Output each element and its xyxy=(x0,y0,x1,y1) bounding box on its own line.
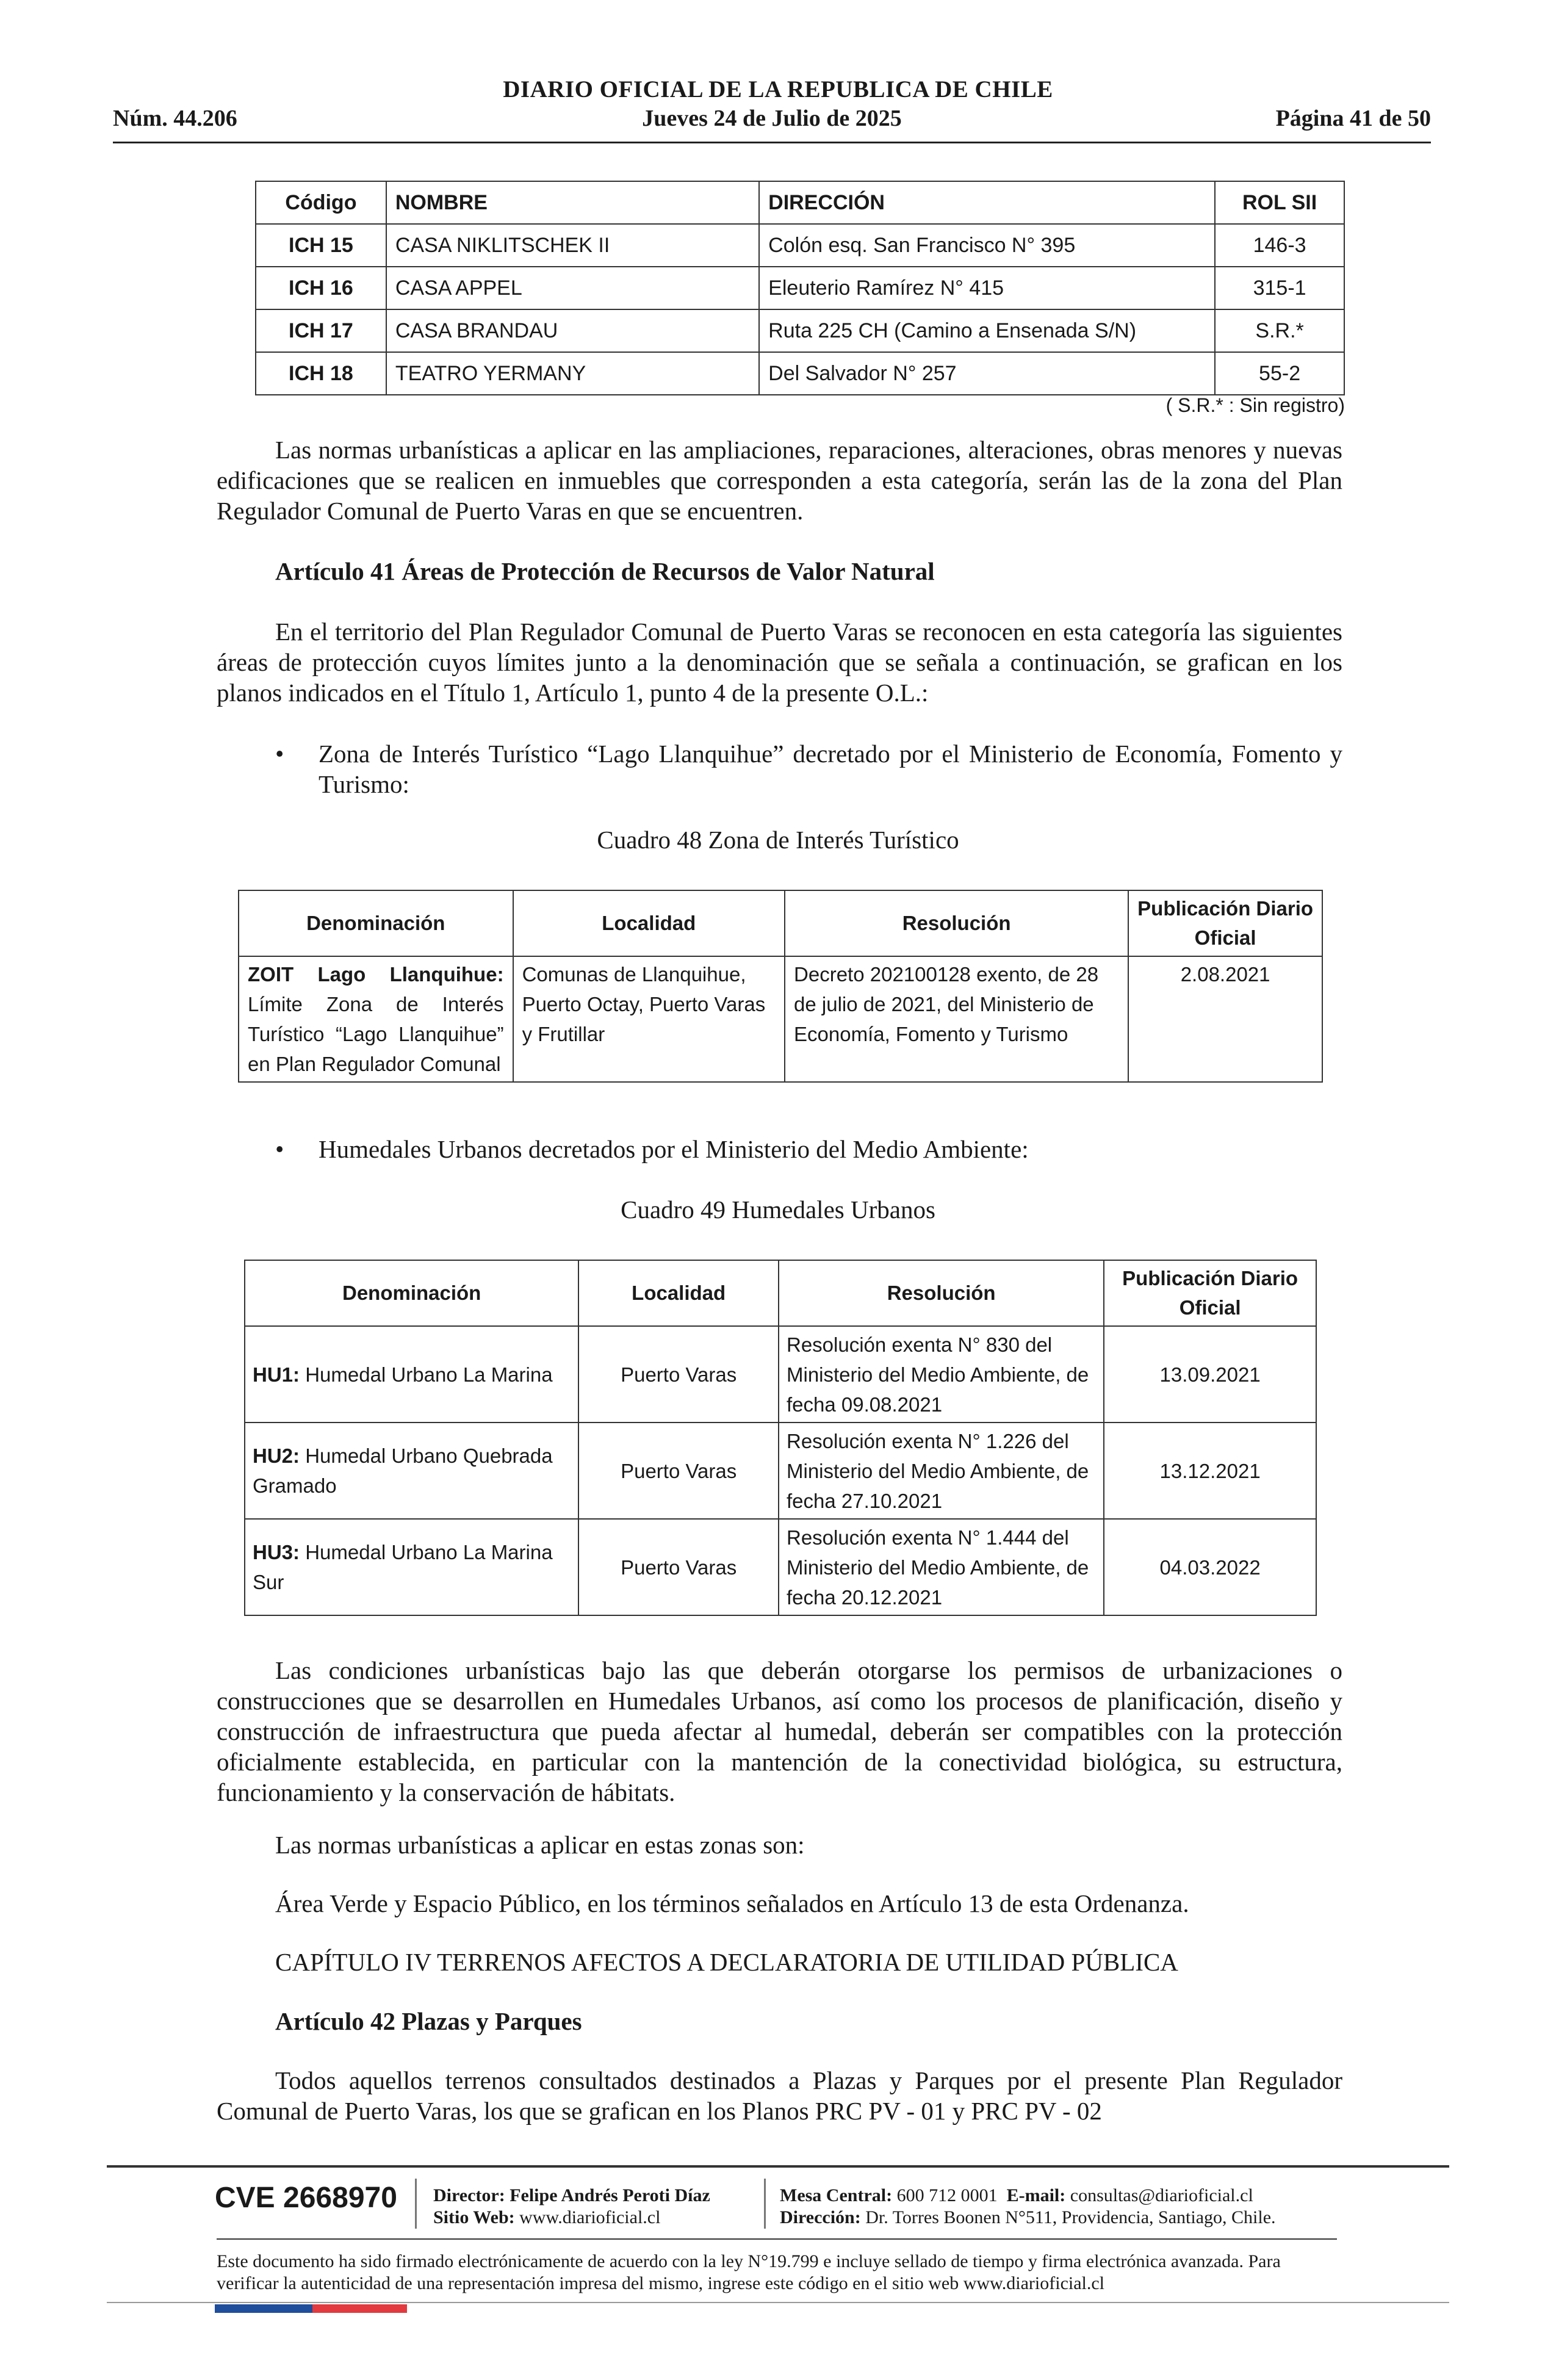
cell-nombre: CASA NIKLITSCHEK II xyxy=(386,224,759,267)
col-publicacion: Publicación Diario Oficial xyxy=(1128,890,1322,956)
wetland-code: HU1: xyxy=(253,1363,300,1386)
col-publicacion: Publicación Diario Oficial xyxy=(1104,1260,1316,1326)
cell-nombre: CASA APPEL xyxy=(386,267,759,309)
cell-codigo: ICH 16 xyxy=(256,267,386,309)
signature-note: Este documento ha sido firmado electrónicamente de acuerdo con la ley N°19.799 e incluye sellado de tiempo y firma electrónica avanzada. Para verificar la autenticidad de una representación impresa del mismo, ingrese este código en el sitio web www.diarioficial.cl xyxy=(217,2251,1281,2293)
col-resolucion: Resolución xyxy=(785,890,1128,956)
footer-divider xyxy=(107,2165,1449,2168)
bullet-2-text: Humedales Urbanos decretados por el Ministerio del Medio Ambiente: xyxy=(319,1135,1029,1163)
caption-cuadro-48: Cuadro 48 Zona de Interés Turístico xyxy=(597,826,959,854)
cell-publicacion: 13.12.2021 xyxy=(1104,1423,1316,1519)
address-label: Dirección: xyxy=(780,2207,861,2227)
cell-resolucion: Decreto 202100128 exento, de 28 de julio de 2021, del Ministerio de Economía, Fomento y Turismo xyxy=(785,956,1128,1082)
paragraph-6: Todos aquellos terrenos consultados destinados a Plazas y Parques por el presente Plan Regulador Comunal de Puerto Varas, los que se grafican en los Planos PRC PV - 01 y PRC PV - 02 xyxy=(217,2066,1342,2125)
cell-rol: 55-2 xyxy=(1215,352,1344,395)
cell-publicacion: 2.08.2021 xyxy=(1128,956,1322,1082)
cell-denominacion xyxy=(245,1423,578,1519)
paragraph-3: Las condiciones urbanísticas bajo las que deberán otorgarse los permisos de urbanizaciones o construcciones que se desarrollen en Humedales Urbanos, así como los procesos de planificación, diseño y construcción de infraestructura que pueda afectar al humedal, deberán ser compatibles con la protección oficialmente establecida, en particular con la mantención de la conectividad biológica, su estructura, funcionamiento y la conservación de hábitats. xyxy=(217,1656,1342,1806)
table-row xyxy=(256,309,1344,352)
col-localidad: Localidad xyxy=(578,1260,779,1326)
email-label: E-mail: xyxy=(1006,2185,1066,2205)
col-codigo: Código xyxy=(256,181,386,224)
table-row xyxy=(256,267,1344,309)
wetland-code: HU3: xyxy=(253,1541,300,1563)
cell-resolucion: Resolución exenta N° 1.226 del Ministerio del Medio Ambiente, de fecha 27.10.2021 xyxy=(779,1423,1104,1519)
paragraph-4: Las normas urbanísticas a aplicar en estas zonas son: xyxy=(275,1831,805,1859)
cell-nombre: TEATRO YERMANY xyxy=(386,352,759,395)
col-rol: ROL SII xyxy=(1215,181,1344,224)
cell-rol: 315-1 xyxy=(1215,267,1344,309)
cve-code: CVE 2668970 xyxy=(215,2182,397,2214)
table-row xyxy=(245,1519,1316,1615)
table-row xyxy=(239,956,1322,1082)
cell-nombre: CASA BRANDAU xyxy=(386,309,759,352)
col-denominacion: Denominación xyxy=(239,890,513,956)
cell-denominacion xyxy=(239,956,513,1082)
header-divider xyxy=(113,142,1431,143)
paragraph-1: Las normas urbanísticas a aplicar en las ampliaciones, reparaciones, alteraciones, obras menores y nuevas edificaciones que se realicen en inmuebles que corresponden a esta categoría, serán las de la zona del Plan Regulador Comunal de Puerto Varas en que se encuentren. xyxy=(217,436,1342,525)
paragraph-5: Área Verde y Espacio Público, en los términos señalados en Artículo 13 de esta Ordenanza. xyxy=(275,1889,1189,1917)
article-41-heading: Artículo 41 Áreas de Protección de Recursos de Valor Natural xyxy=(275,557,935,585)
cell-localidad: Puerto Varas xyxy=(578,1519,779,1615)
table-header-row xyxy=(245,1260,1316,1326)
caption-cuadro-49: Cuadro 49 Humedales Urbanos xyxy=(621,1195,935,1224)
zoit-name: ZOIT Lago Llanquihue: xyxy=(248,963,504,986)
issue-number: Núm. 44.206 xyxy=(113,106,237,131)
table-header-row xyxy=(239,890,1322,956)
footer-separator xyxy=(764,2179,766,2229)
zoit-table xyxy=(238,890,1323,1083)
footer-inner-divider xyxy=(217,2238,1337,2240)
email-address[interactable]: consultas@diarioficial.cl xyxy=(1070,2185,1253,2205)
cell-localidad: Comunas de Llanquihue, Puerto Octay, Puerto Varas y Frutillar xyxy=(513,956,785,1082)
table-footnote: ( S.R.* : Sin registro) xyxy=(1165,394,1345,416)
cell-localidad: Puerto Varas xyxy=(578,1423,779,1519)
site-label: Sitio Web: xyxy=(433,2207,515,2227)
bullet-2-marker: • xyxy=(275,1135,284,1163)
col-direccion: DIRECCIÓN xyxy=(759,181,1215,224)
cell-resolucion: Resolución exenta N° 1.444 del Ministerio del Medio Ambiente, de fecha 20.12.2021 xyxy=(779,1519,1104,1615)
humedales-table xyxy=(244,1260,1317,1616)
footer-contact-block xyxy=(780,2185,1276,2229)
cell-direccion: Del Salvador N° 257 xyxy=(759,352,1215,395)
cell-denominacion xyxy=(245,1519,578,1615)
table-header-row xyxy=(256,181,1344,224)
cell-direccion: Eleuterio Ramírez N° 415 xyxy=(759,267,1215,309)
bullet-1-text: Zona de Interés Turístico “Lago Llanquihue” decretado por el Ministerio de Economía, Fomento y Turismo: xyxy=(319,740,1342,798)
mesa-label: Mesa Central: xyxy=(780,2185,893,2205)
cell-codigo: ICH 18 xyxy=(256,352,386,395)
cell-localidad: Puerto Varas xyxy=(578,1326,779,1423)
ich-table xyxy=(255,181,1345,395)
cell-publicacion: 13.09.2021 xyxy=(1104,1326,1316,1423)
wetland-code: HU2: xyxy=(253,1444,300,1467)
cell-rol: 146-3 xyxy=(1215,224,1344,267)
flag-bar-red xyxy=(312,2304,407,2313)
address: Dr. Torres Boonen N°511, Providencia, Santiago, Chile. xyxy=(865,2207,1276,2227)
cell-rol: S.R.* xyxy=(1215,309,1344,352)
director-label: Director: xyxy=(433,2185,505,2205)
wetland-name: Humedal Urbano La Marina xyxy=(305,1363,553,1386)
zoit-description: Límite Zona de Interés Turístico “Lago Llanquihue” en Plan Regulador Comunal xyxy=(248,993,504,1075)
col-localidad: Localidad xyxy=(513,890,785,956)
table-row xyxy=(245,1326,1316,1423)
table-row xyxy=(256,224,1344,267)
site-url[interactable]: www.diarioficial.cl xyxy=(519,2207,661,2227)
wetland-name: Humedal Urbano Quebrada Gramado xyxy=(253,1444,553,1497)
page-number: Página 41 de 50 xyxy=(1275,106,1431,131)
cell-resolucion: Resolución exenta N° 830 del Ministerio del Medio Ambiente, de fecha 09.08.2021 xyxy=(779,1326,1104,1423)
col-resolucion: Resolución xyxy=(779,1260,1104,1326)
footer-director-block xyxy=(433,2185,710,2229)
cell-denominacion xyxy=(245,1326,578,1423)
wetland-name: Humedal Urbano La Marina Sur xyxy=(253,1541,553,1593)
footer-bottom-line xyxy=(107,2302,1449,2303)
mesa-phone: 600 712 0001 xyxy=(896,2185,998,2205)
flag-bar-blue xyxy=(215,2304,312,2313)
col-denominacion: Denominación xyxy=(245,1260,578,1326)
cell-publicacion: 04.03.2022 xyxy=(1104,1519,1316,1615)
paragraph-2: En el territorio del Plan Regulador Comunal de Puerto Varas se reconocen en esta categoría las siguientes áreas de protección cuyos límites junto a la denominación que se señala a continuación, se grafican en los planos indicados en el Título 1, Artículo 1, punto 4 de la presente O.L.: xyxy=(217,618,1342,707)
table-row xyxy=(245,1423,1316,1519)
director-name: Felipe Andrés Peroti Díaz xyxy=(510,2185,710,2205)
cell-direccion: Colón esq. San Francisco N° 395 xyxy=(759,224,1215,267)
table-row xyxy=(256,352,1344,395)
cell-codigo: ICH 15 xyxy=(256,224,386,267)
cell-codigo: ICH 17 xyxy=(256,309,386,352)
issue-date: Jueves 24 de Julio de 2025 xyxy=(642,106,902,131)
newspaper-title: DIARIO OFICIAL DE LA REPUBLICA DE CHILE xyxy=(503,76,1053,103)
chapter-iv-heading: CAPÍTULO IV TERRENOS AFECTOS A DECLARATORIA DE UTILIDAD PÚBLICA xyxy=(275,1948,1178,1976)
col-nombre: NOMBRE xyxy=(386,181,759,224)
bullet-1-marker: • xyxy=(275,740,284,768)
article-42-heading: Artículo 42 Plazas y Parques xyxy=(275,2007,582,2035)
cell-direccion: Ruta 225 CH (Camino a Ensenada S/N) xyxy=(759,309,1215,352)
footer-separator xyxy=(415,2179,417,2229)
